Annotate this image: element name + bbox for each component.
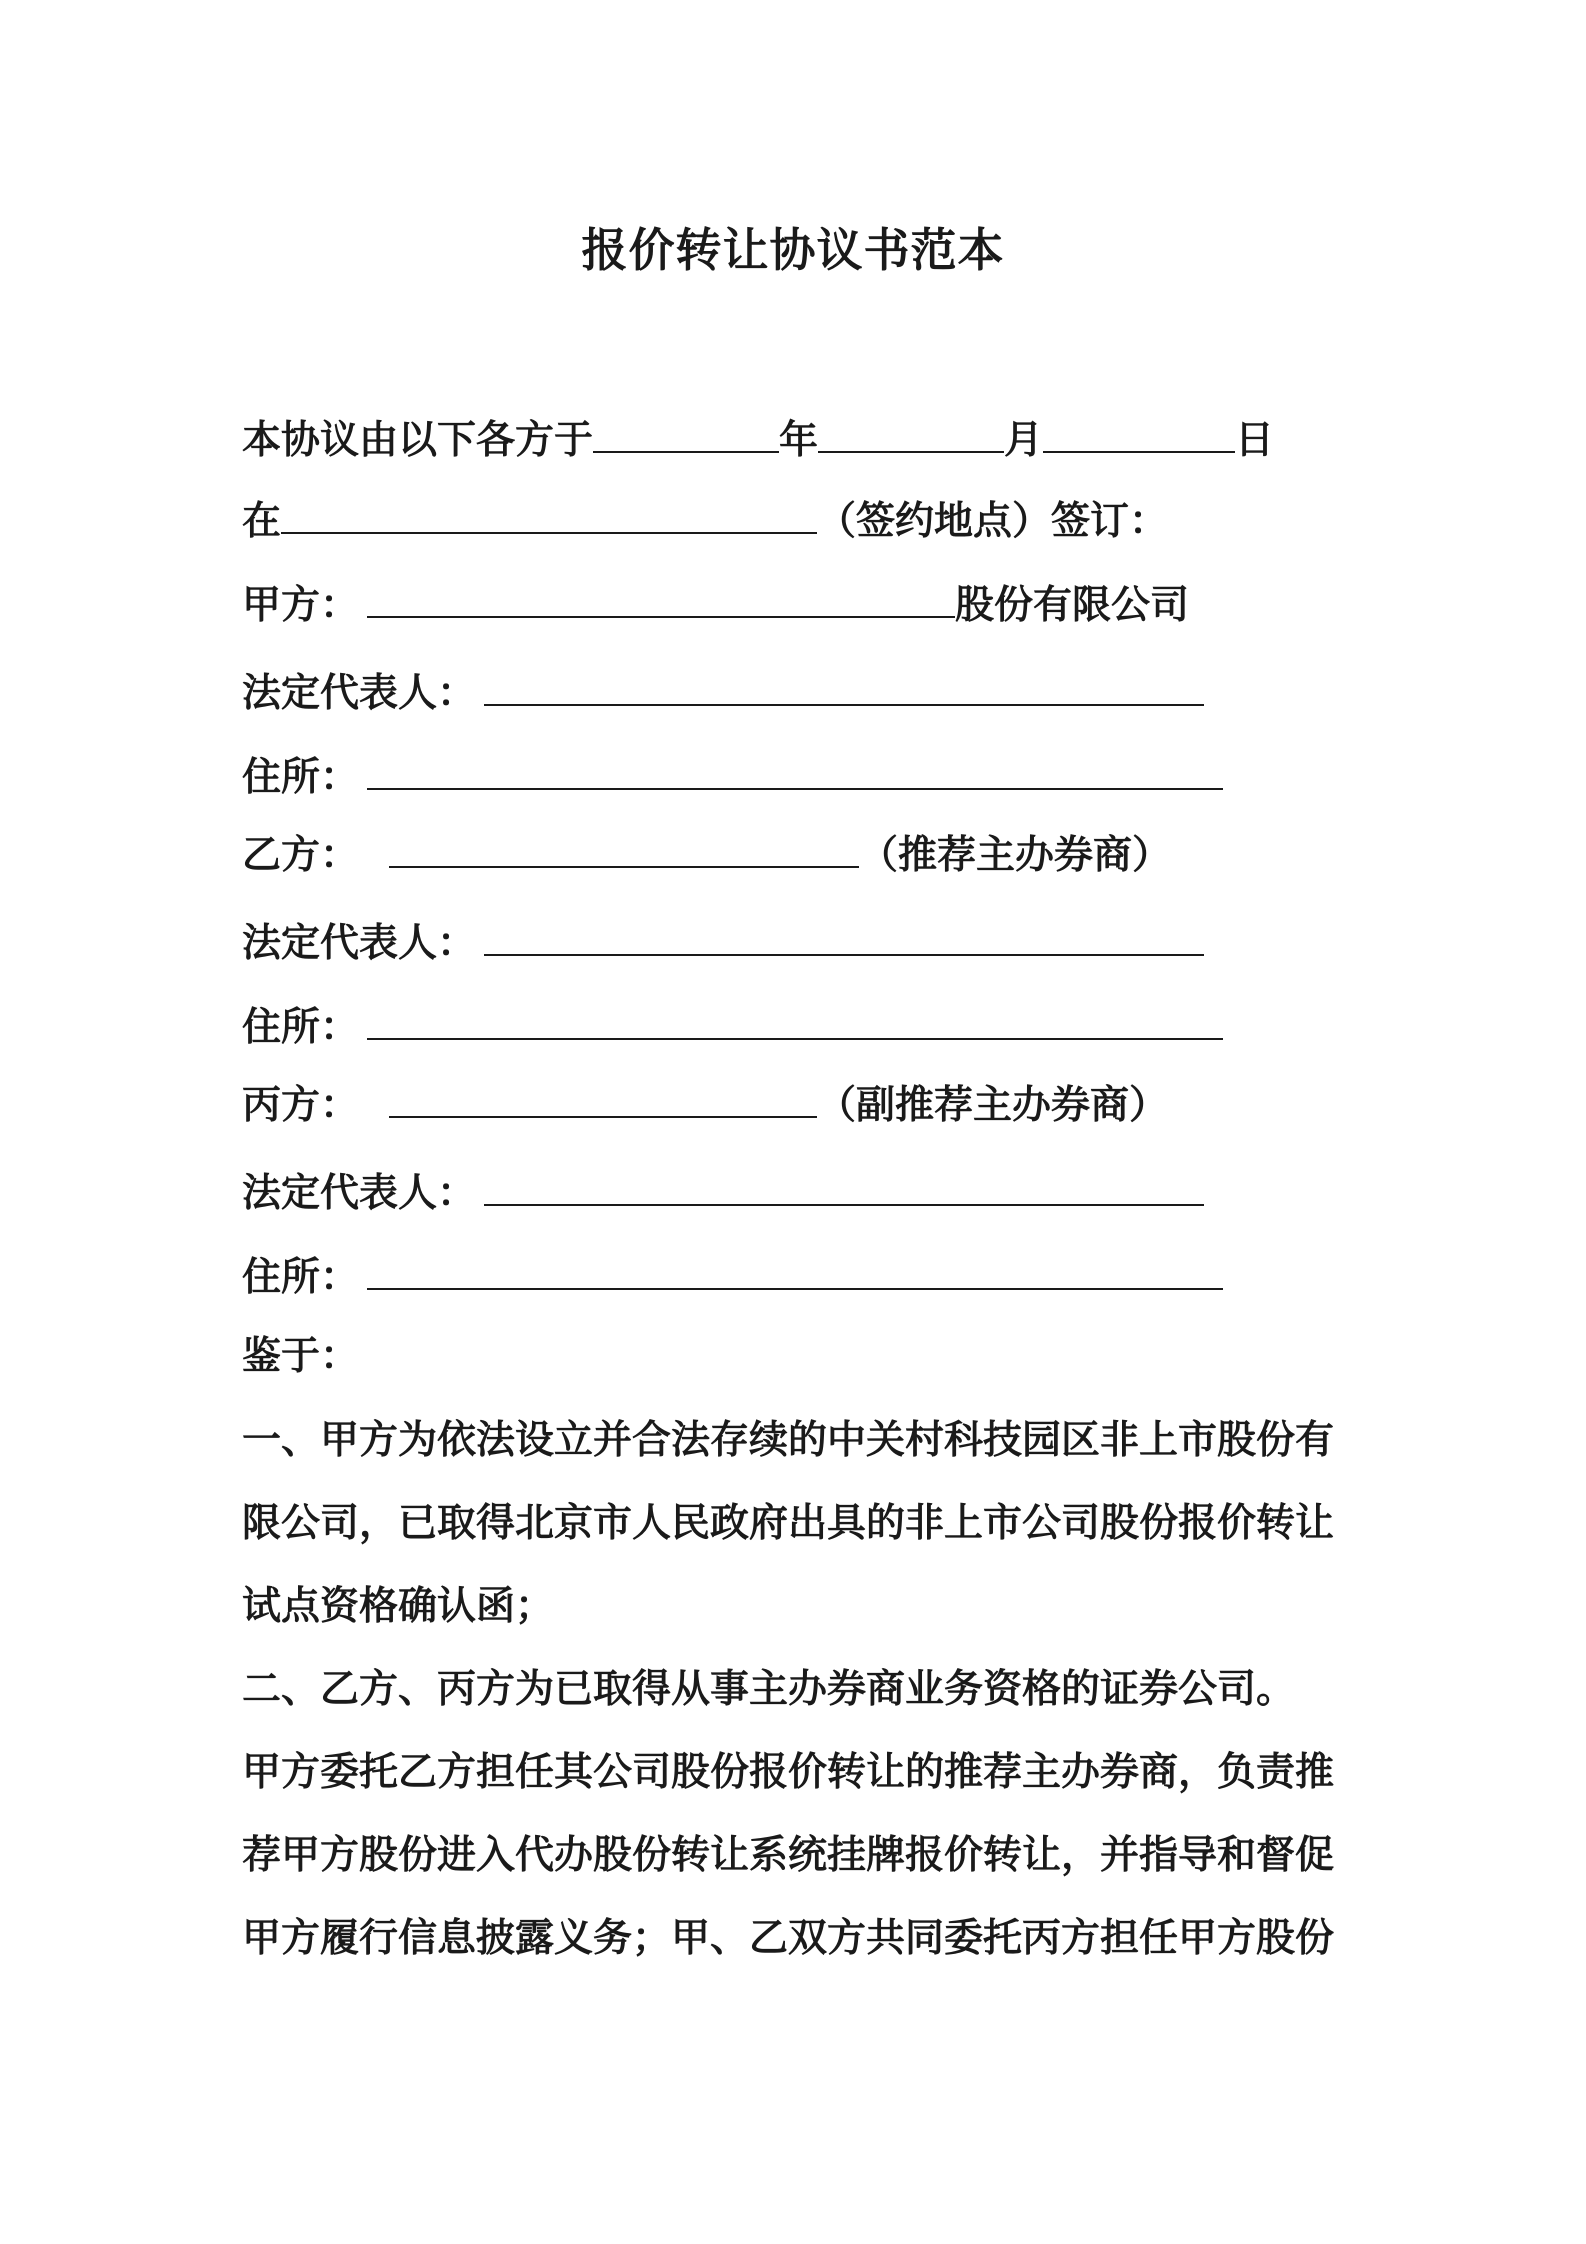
month-blank[interactable] <box>818 415 1004 453</box>
clause-three-line-2: 荐甲方股份进入代办股份转让系统挂牌报价转让，并指导和督促 <box>242 1833 1335 1878</box>
intro-place-line <box>242 496 1168 547</box>
party-a-name-blank[interactable] <box>367 580 955 618</box>
party-c-rep-label: 法定代表人： <box>242 1171 477 1216</box>
party-c-suffix: （副推荐主办券商） <box>817 1083 1169 1128</box>
party-c-rep-line <box>242 1168 1204 1219</box>
party-a-addr-blank[interactable] <box>367 752 1223 790</box>
intro-date-line <box>242 415 1274 466</box>
clause-three-line-3: 甲方履行信息披露义务；甲、乙双方共同委托丙方担任甲方股份 <box>242 1916 1335 1961</box>
party-b-addr-blank[interactable] <box>367 1002 1223 1040</box>
clause-one <box>242 1399 1354 1980</box>
clause-one-line-3: 试点资格确认函； <box>242 1584 555 1629</box>
clause-one-line-1: 一、甲方为依法设立并合法存续的中关村科技园区非上市股份有 <box>242 1418 1335 1463</box>
party-a-label: 甲方： <box>242 583 360 628</box>
document-title: 报价转让协议书范本 <box>581 223 1005 277</box>
whereas-heading: 鉴于： <box>242 1334 360 1379</box>
party-c-line <box>242 1080 1168 1131</box>
party-a-rep-label: 法定代表人： <box>242 671 477 716</box>
month-label: 月 <box>1004 418 1044 463</box>
party-b-rep-line <box>242 918 1204 969</box>
party-c-addr-label: 住所： <box>242 1255 360 1300</box>
place-note: （签约地点）签订： <box>817 499 1169 544</box>
party-c-name-blank[interactable] <box>389 1080 817 1118</box>
party-b-suffix: （推荐主办券商） <box>859 833 1172 878</box>
party-c-label: 丙方： <box>242 1083 360 1128</box>
day-blank[interactable] <box>1043 415 1235 453</box>
at-label: 在 <box>242 499 282 544</box>
place-blank[interactable] <box>281 496 817 534</box>
party-a-rep-blank[interactable] <box>484 668 1204 706</box>
party-b-line <box>242 830 1171 881</box>
party-c-rep-blank[interactable] <box>484 1168 1204 1206</box>
party-b-label: 乙方： <box>242 833 360 878</box>
party-a-addr-line <box>242 752 1223 803</box>
party-a-rep-line <box>242 668 1204 719</box>
party-a-suffix: 股份有限公司 <box>955 583 1190 628</box>
year-label: 年 <box>779 418 819 463</box>
party-b-rep-blank[interactable] <box>484 918 1204 956</box>
clause-three-line-1: 甲方委托乙方担任其公司股份报价转让的推荐主办券商，负责推 <box>242 1750 1335 1795</box>
party-a-addr-label: 住所： <box>242 755 360 800</box>
day-label: 日 <box>1235 418 1275 463</box>
year-blank[interactable] <box>593 415 779 453</box>
party-b-rep-label: 法定代表人： <box>242 921 477 966</box>
party-b-name-blank[interactable] <box>389 830 859 868</box>
clause-two-line-1: 二、乙方、丙方为已取得从事主办券商业务资格的证券公司。 <box>242 1667 1296 1712</box>
party-c-addr-line <box>242 1252 1223 1303</box>
intro-prefix: 本协议由以下各方于 <box>242 418 594 463</box>
party-b-addr-label: 住所： <box>242 1005 360 1050</box>
party-c-addr-blank[interactable] <box>367 1252 1223 1290</box>
party-a-line <box>242 580 1189 631</box>
clause-one-line-2: 限公司，已取得北京市人民政府出具的非上市公司股份报价转让 <box>242 1501 1335 1546</box>
party-b-addr-line <box>242 1002 1223 1053</box>
